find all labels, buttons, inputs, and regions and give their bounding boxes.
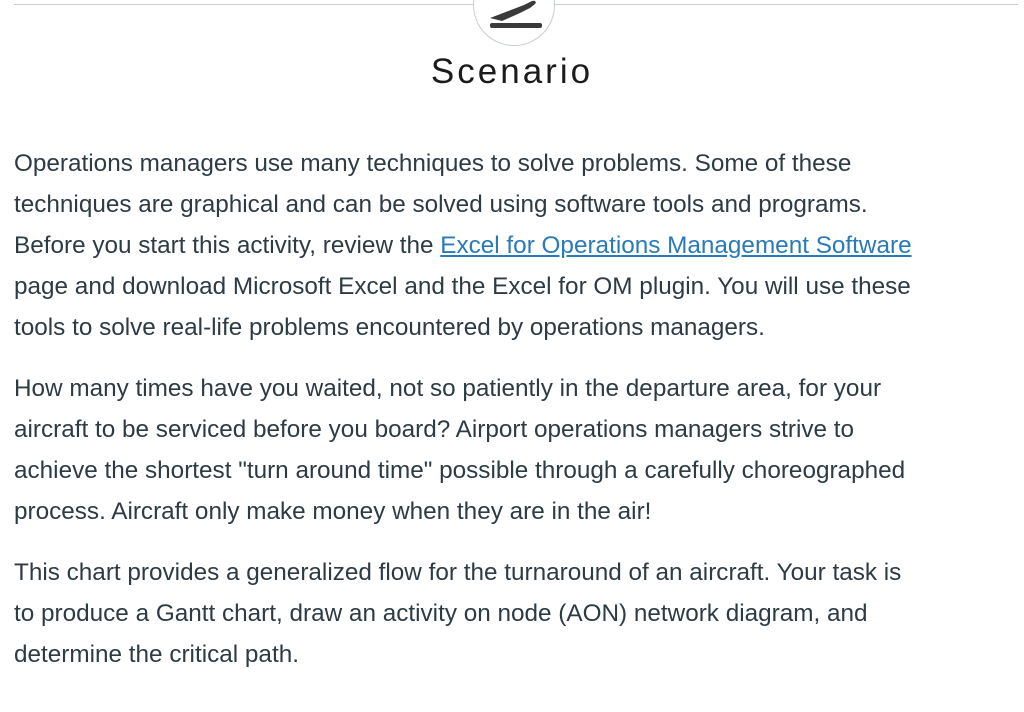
paragraph-line: How many times have you waited, not so patiently in the departure area, for your: [14, 375, 882, 402]
airplane-departure-icon: [474, 0, 554, 45]
header-icon-badge: [473, 0, 555, 46]
paragraph-line: process. Aircraft only make money when they are in the air!: [14, 498, 652, 525]
paragraph-line: techniques are graphical and can be solved using software tools and programs.: [14, 191, 868, 218]
paragraph-line: Operations managers use many techniques to solve problems. Some of these: [14, 150, 852, 177]
excel-om-software-link[interactable]: Excel for Operations Management Software: [440, 232, 912, 259]
content-body: [14, 143, 1018, 695]
header-divider-right: [552, 4, 1018, 5]
paragraph-line: determine the critical path.: [14, 641, 299, 668]
paragraph-line: [14, 225, 1018, 266]
paragraph-line: tools to solve real-life problems encountered by operations managers.: [14, 314, 765, 341]
header-divider-left: [14, 4, 474, 5]
turnaround-paragraph: [14, 368, 1018, 532]
paragraph-line: aircraft to be serviced before you board? Airport operations managers strive to: [14, 416, 855, 443]
paragraph-line: This chart provides a generalized flow for the turnaround of an aircraft. Your task is: [14, 559, 902, 586]
paragraph-line: to produce a Gantt chart, draw an activity on node (AON) network diagram, and: [14, 600, 868, 627]
task-paragraph: [14, 552, 1018, 675]
page-title: Scenario: [430, 52, 594, 91]
paragraph-line: achieve the shortest "turn around time" possible through a carefully choreographed: [14, 457, 906, 484]
paragraph-line: page and download Microsoft Excel and the Excel for OM plugin. You will use these: [14, 273, 911, 300]
paragraph-text: Before you start this activity, review the: [14, 232, 441, 259]
intro-paragraph: [14, 143, 1018, 348]
